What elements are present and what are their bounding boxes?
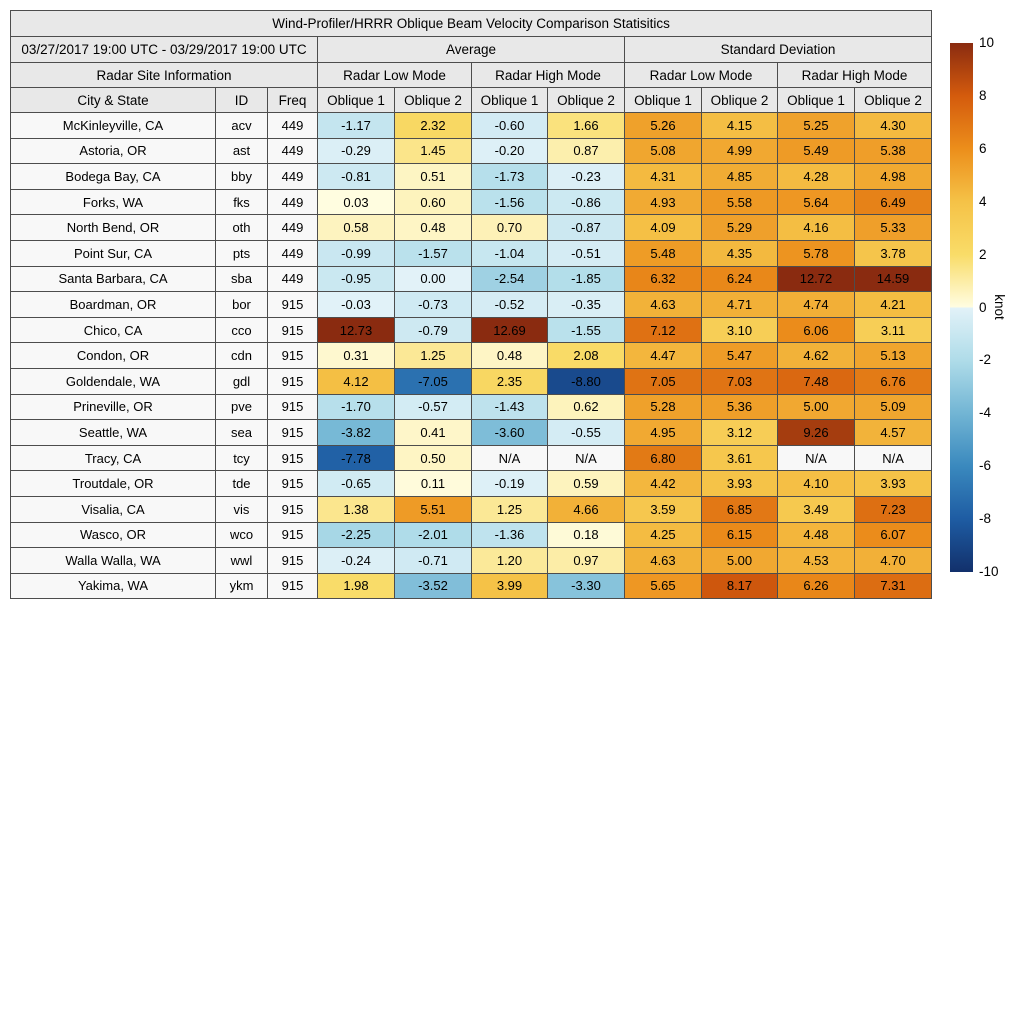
value-cell: 4.28 <box>778 164 855 190</box>
value-cell: 6.49 <box>855 189 932 215</box>
oblique1-column-header: Oblique 1 <box>472 88 548 113</box>
city-cell: Walla Walla, WA <box>11 548 216 574</box>
value-cell: -0.57 <box>395 394 472 420</box>
freq-cell: 915 <box>268 343 318 369</box>
value-cell: -1.73 <box>472 164 548 190</box>
value-cell: 6.80 <box>625 445 702 471</box>
value-cell: 5.48 <box>625 240 702 266</box>
std-deviation-section-header: Standard Deviation <box>625 37 932 63</box>
value-cell: 3.12 <box>702 420 778 446</box>
value-cell: -0.60 <box>472 113 548 139</box>
radar-site-info-header: Radar Site Information <box>11 63 318 88</box>
value-cell: 4.57 <box>855 420 932 446</box>
id-cell: pts <box>216 240 268 266</box>
value-cell: 1.45 <box>395 138 472 164</box>
city-cell: Condon, OR <box>11 343 216 369</box>
oblique2-column-header: Oblique 2 <box>702 88 778 113</box>
value-cell: -3.52 <box>395 573 472 599</box>
oblique2-column-header: Oblique 2 <box>548 88 625 113</box>
id-cell: ast <box>216 138 268 164</box>
freq-cell: 915 <box>268 573 318 599</box>
table-row <box>11 368 932 394</box>
value-cell: 5.08 <box>625 138 702 164</box>
value-cell: 4.53 <box>778 548 855 574</box>
value-cell: N/A <box>472 445 548 471</box>
value-cell: -0.29 <box>318 138 395 164</box>
value-cell: 0.59 <box>548 471 625 497</box>
value-cell: 4.15 <box>702 113 778 139</box>
id-cell: gdl <box>216 368 268 394</box>
value-cell: 4.95 <box>625 420 702 446</box>
colorbar-tick-label: 2 <box>979 246 987 262</box>
table-row <box>11 138 932 164</box>
id-cell: vis <box>216 496 268 522</box>
value-cell: 4.62 <box>778 343 855 369</box>
value-cell: 1.98 <box>318 573 395 599</box>
value-cell: -0.71 <box>395 548 472 574</box>
value-cell: 3.59 <box>625 496 702 522</box>
value-cell: 4.30 <box>855 113 932 139</box>
value-cell: -0.87 <box>548 215 625 241</box>
value-cell: 0.11 <box>395 471 472 497</box>
value-cell: -1.17 <box>318 113 395 139</box>
value-cell: 2.08 <box>548 343 625 369</box>
value-cell: 0.97 <box>548 548 625 574</box>
city-cell: Astoria, OR <box>11 138 216 164</box>
city-cell: Forks, WA <box>11 189 216 215</box>
value-cell: -2.54 <box>472 266 548 292</box>
city-cell: Tracy, CA <box>11 445 216 471</box>
id-cell: tcy <box>216 445 268 471</box>
value-cell: 4.31 <box>625 164 702 190</box>
city-cell: Boardman, OR <box>11 292 216 318</box>
value-cell: -1.55 <box>548 317 625 343</box>
value-cell: 6.07 <box>855 522 932 548</box>
value-cell: -0.52 <box>472 292 548 318</box>
city-cell: Point Sur, CA <box>11 240 216 266</box>
id-cell: wco <box>216 522 268 548</box>
value-cell: -1.57 <box>395 240 472 266</box>
value-cell: -2.25 <box>318 522 395 548</box>
value-cell: 0.41 <box>395 420 472 446</box>
value-cell: 0.31 <box>318 343 395 369</box>
id-cell: fks <box>216 189 268 215</box>
table-row <box>11 164 932 190</box>
mode-header-row <box>11 63 932 88</box>
value-cell: 6.06 <box>778 317 855 343</box>
colorbar-tick-label: -2 <box>979 352 992 368</box>
freq-cell: 449 <box>268 189 318 215</box>
oblique1-column-header: Oblique 1 <box>778 88 855 113</box>
value-cell: 3.49 <box>778 496 855 522</box>
value-cell: 8.17 <box>702 573 778 599</box>
city-cell: Bodega Bay, CA <box>11 164 216 190</box>
value-cell: 5.38 <box>855 138 932 164</box>
value-cell: -3.60 <box>472 420 548 446</box>
value-cell: N/A <box>778 445 855 471</box>
table-row <box>11 496 932 522</box>
value-cell: 4.85 <box>702 164 778 190</box>
value-cell: 0.62 <box>548 394 625 420</box>
value-cell: 5.58 <box>702 189 778 215</box>
avg-low-mode-header: Radar Low Mode <box>318 63 472 88</box>
value-cell: -0.03 <box>318 292 395 318</box>
freq-cell: 915 <box>268 394 318 420</box>
value-cell: 0.51 <box>395 164 472 190</box>
value-cell: -1.56 <box>472 189 548 215</box>
value-cell: -0.20 <box>472 138 548 164</box>
value-cell: 9.26 <box>778 420 855 446</box>
colorbar-tick-label: -6 <box>979 458 992 474</box>
table-row <box>11 113 932 139</box>
city-cell: Troutdale, OR <box>11 471 216 497</box>
value-cell: 5.26 <box>625 113 702 139</box>
id-cell: bby <box>216 164 268 190</box>
oblique2-column-header: Oblique 2 <box>395 88 472 113</box>
value-cell: 0.50 <box>395 445 472 471</box>
value-cell: 6.24 <box>702 266 778 292</box>
colorbar-unit-label: knot <box>992 294 1007 320</box>
value-cell: -0.35 <box>548 292 625 318</box>
value-cell: 0.60 <box>395 189 472 215</box>
city-cell: Seattle, WA <box>11 420 216 446</box>
city-cell: Wasco, OR <box>11 522 216 548</box>
value-cell: 12.73 <box>318 317 395 343</box>
value-cell: 0.48 <box>472 343 548 369</box>
freq-cell: 915 <box>268 496 318 522</box>
id-cell: cco <box>216 317 268 343</box>
freq-cell: 915 <box>268 548 318 574</box>
std-high-mode-header: Radar High Mode <box>778 63 932 88</box>
wind-profiler-stats-table <box>10 10 932 599</box>
table-row <box>11 343 932 369</box>
value-cell: -1.85 <box>548 266 625 292</box>
value-cell: 3.61 <box>702 445 778 471</box>
value-cell: 5.29 <box>702 215 778 241</box>
freq-cell: 915 <box>268 445 318 471</box>
value-cell: 4.71 <box>702 292 778 318</box>
colorbar-tick-label: 10 <box>979 35 995 50</box>
value-cell: -8.80 <box>548 368 625 394</box>
city-cell: Visalia, CA <box>11 496 216 522</box>
value-cell: 4.99 <box>702 138 778 164</box>
colorbar-tick-label: 0 <box>979 299 987 315</box>
value-cell: -0.95 <box>318 266 395 292</box>
freq-cell: 449 <box>268 240 318 266</box>
value-cell: 14.59 <box>855 266 932 292</box>
colorbar-tick-label: 4 <box>979 193 987 209</box>
city-state-column-header: City & State <box>11 88 216 113</box>
value-cell: 6.15 <box>702 522 778 548</box>
value-cell: 4.70 <box>855 548 932 574</box>
value-cell: 5.13 <box>855 343 932 369</box>
section-header-row <box>11 37 932 63</box>
value-cell: 4.63 <box>625 548 702 574</box>
value-cell: 4.48 <box>778 522 855 548</box>
value-cell: -1.70 <box>318 394 395 420</box>
value-cell: 1.25 <box>395 343 472 369</box>
freq-cell: 449 <box>268 215 318 241</box>
id-cell: oth <box>216 215 268 241</box>
value-cell: 5.78 <box>778 240 855 266</box>
value-cell: -1.43 <box>472 394 548 420</box>
value-cell: 4.42 <box>625 471 702 497</box>
value-cell: 7.03 <box>702 368 778 394</box>
oblique2-column-header: Oblique 2 <box>855 88 932 113</box>
value-cell: -0.81 <box>318 164 395 190</box>
value-cell: 7.05 <box>625 368 702 394</box>
id-cell: cdn <box>216 343 268 369</box>
value-cell: 6.26 <box>778 573 855 599</box>
city-cell: Chico, CA <box>11 317 216 343</box>
table-row <box>11 548 932 574</box>
table-row <box>11 445 932 471</box>
value-cell: 4.10 <box>778 471 855 497</box>
freq-cell: 449 <box>268 113 318 139</box>
colorbar-tick-label: -8 <box>979 511 992 527</box>
value-cell: 4.09 <box>625 215 702 241</box>
table-body <box>11 113 932 599</box>
value-cell: 5.65 <box>625 573 702 599</box>
freq-cell: 915 <box>268 471 318 497</box>
id-cell: sea <box>216 420 268 446</box>
value-cell: 1.38 <box>318 496 395 522</box>
freq-cell: 449 <box>268 138 318 164</box>
value-cell: 5.00 <box>702 548 778 574</box>
value-cell: 5.09 <box>855 394 932 420</box>
table-row <box>11 292 932 318</box>
table-row <box>11 522 932 548</box>
freq-cell: 915 <box>268 420 318 446</box>
value-cell: 7.23 <box>855 496 932 522</box>
value-cell: 4.12 <box>318 368 395 394</box>
value-cell: -3.30 <box>548 573 625 599</box>
city-cell: Prineville, OR <box>11 394 216 420</box>
city-cell: Santa Barbara, CA <box>11 266 216 292</box>
value-cell: 7.31 <box>855 573 932 599</box>
freq-cell: 915 <box>268 317 318 343</box>
value-cell: 2.32 <box>395 113 472 139</box>
value-cell: 4.93 <box>625 189 702 215</box>
value-cell: 7.48 <box>778 368 855 394</box>
value-cell: 0.18 <box>548 522 625 548</box>
oblique1-column-header: Oblique 1 <box>625 88 702 113</box>
table-row <box>11 189 932 215</box>
value-cell: -0.65 <box>318 471 395 497</box>
value-cell: -0.79 <box>395 317 472 343</box>
value-cell: 0.70 <box>472 215 548 241</box>
value-cell: 4.25 <box>625 522 702 548</box>
value-cell: 4.35 <box>702 240 778 266</box>
colorbar-tick-label: -4 <box>979 405 992 421</box>
freq-cell: 915 <box>268 368 318 394</box>
freq-cell: 449 <box>268 266 318 292</box>
value-cell: 4.47 <box>625 343 702 369</box>
value-cell: N/A <box>548 445 625 471</box>
value-cell: 3.11 <box>855 317 932 343</box>
table-row <box>11 266 932 292</box>
oblique1-column-header: Oblique 1 <box>318 88 395 113</box>
city-cell: McKinleyville, CA <box>11 113 216 139</box>
value-cell: 0.48 <box>395 215 472 241</box>
value-cell: 0.58 <box>318 215 395 241</box>
page-title: Wind-Profiler/HRRR Oblique Beam Velocity Comparison Statisitics <box>11 11 932 37</box>
value-cell: -0.99 <box>318 240 395 266</box>
value-cell: -0.19 <box>472 471 548 497</box>
id-cell: ykm <box>216 573 268 599</box>
freq-cell: 449 <box>268 164 318 190</box>
column-header-row <box>11 88 932 113</box>
value-cell: 3.93 <box>855 471 932 497</box>
colorbar-tick-label: -10 <box>979 564 999 579</box>
table-row <box>11 394 932 420</box>
value-cell: -1.04 <box>472 240 548 266</box>
value-cell: 4.21 <box>855 292 932 318</box>
value-cell: -7.78 <box>318 445 395 471</box>
value-cell: 4.74 <box>778 292 855 318</box>
title-row <box>11 11 932 37</box>
value-cell: 12.69 <box>472 317 548 343</box>
colorbar-tick-label: 8 <box>979 87 987 103</box>
value-cell: 5.25 <box>778 113 855 139</box>
id-column-header: ID <box>216 88 268 113</box>
value-cell: 5.47 <box>702 343 778 369</box>
value-cell: -0.73 <box>395 292 472 318</box>
value-cell: 4.98 <box>855 164 932 190</box>
std-low-mode-header: Radar Low Mode <box>625 63 778 88</box>
freq-column-header: Freq <box>268 88 318 113</box>
value-cell: 3.93 <box>702 471 778 497</box>
value-cell: 1.20 <box>472 548 548 574</box>
value-cell: 5.51 <box>395 496 472 522</box>
value-cell: 3.78 <box>855 240 932 266</box>
value-cell: -0.55 <box>548 420 625 446</box>
freq-cell: 915 <box>268 292 318 318</box>
city-cell: Yakima, WA <box>11 573 216 599</box>
value-cell: 5.28 <box>625 394 702 420</box>
value-cell: -2.01 <box>395 522 472 548</box>
table-row <box>11 573 932 599</box>
id-cell: wwl <box>216 548 268 574</box>
value-cell: 6.32 <box>625 266 702 292</box>
value-cell: -0.24 <box>318 548 395 574</box>
value-cell: -7.05 <box>395 368 472 394</box>
value-cell: 4.16 <box>778 215 855 241</box>
value-cell: 5.33 <box>855 215 932 241</box>
value-cell: 4.66 <box>548 496 625 522</box>
table-row <box>11 240 932 266</box>
table-row <box>11 471 932 497</box>
value-cell: 5.49 <box>778 138 855 164</box>
value-cell: 7.12 <box>625 317 702 343</box>
freq-cell: 915 <box>268 522 318 548</box>
value-cell: 0.87 <box>548 138 625 164</box>
date-range: 03/27/2017 19:00 UTC - 03/29/2017 19:00 UTC <box>11 37 318 63</box>
average-section-header: Average <box>318 37 625 63</box>
value-cell: N/A <box>855 445 932 471</box>
value-cell: -0.23 <box>548 164 625 190</box>
city-cell: North Bend, OR <box>11 215 216 241</box>
value-cell: 5.64 <box>778 189 855 215</box>
value-cell: -3.82 <box>318 420 395 446</box>
value-cell: 12.72 <box>778 266 855 292</box>
value-cell: 0.03 <box>318 189 395 215</box>
id-cell: sba <box>216 266 268 292</box>
value-cell: 6.76 <box>855 368 932 394</box>
id-cell: acv <box>216 113 268 139</box>
value-cell: 5.00 <box>778 394 855 420</box>
value-cell: 1.25 <box>472 496 548 522</box>
value-cell: 1.66 <box>548 113 625 139</box>
id-cell: pve <box>216 394 268 420</box>
id-cell: bor <box>216 292 268 318</box>
id-cell: tde <box>216 471 268 497</box>
value-cell: 3.10 <box>702 317 778 343</box>
value-cell: -1.36 <box>472 522 548 548</box>
city-cell: Goldendale, WA <box>11 368 216 394</box>
value-cell: 5.36 <box>702 394 778 420</box>
table-row <box>11 317 932 343</box>
value-cell: 4.63 <box>625 292 702 318</box>
value-cell: -0.86 <box>548 189 625 215</box>
colorbar <box>950 43 973 572</box>
value-cell: 0.00 <box>395 266 472 292</box>
avg-high-mode-header: Radar High Mode <box>472 63 625 88</box>
value-cell: 6.85 <box>702 496 778 522</box>
colorbar-tick-label: 6 <box>979 140 987 156</box>
table-row <box>11 420 932 446</box>
value-cell: -0.51 <box>548 240 625 266</box>
value-cell: 2.35 <box>472 368 548 394</box>
value-cell: 3.99 <box>472 573 548 599</box>
table-row <box>11 215 932 241</box>
